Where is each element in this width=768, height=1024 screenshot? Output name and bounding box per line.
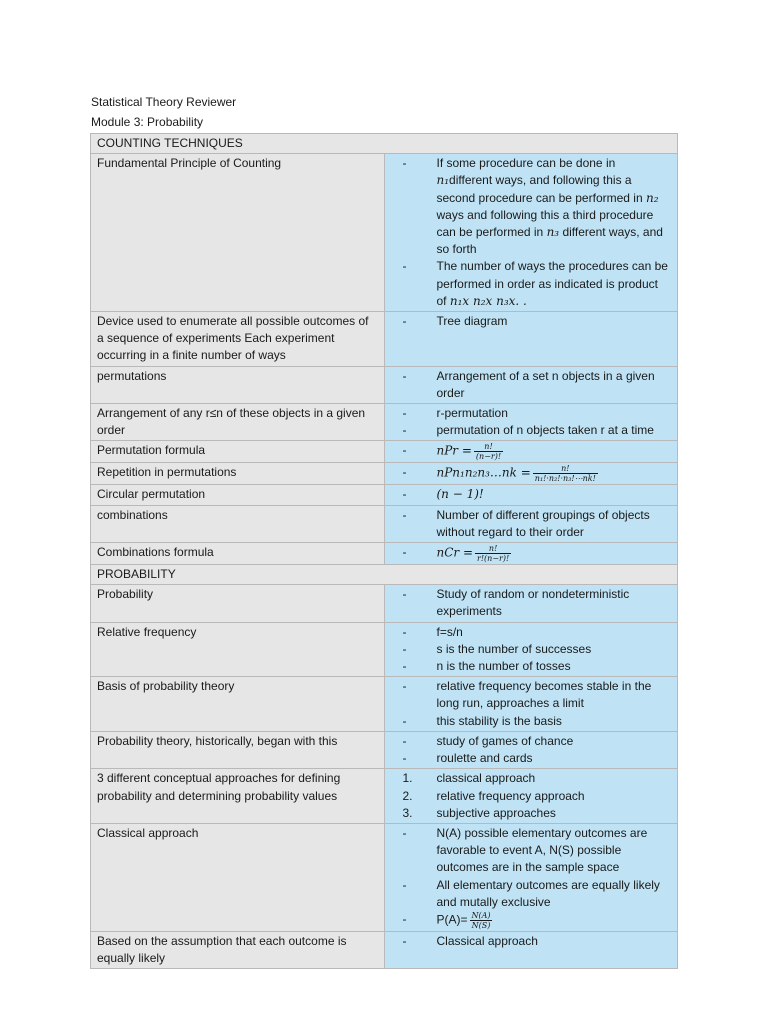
- combination-fraction: $\frac{n!}{r!(n-r)!}$: [477, 544, 510, 564]
- reviewer-table: [90, 133, 678, 969]
- table-row: [91, 312, 678, 367]
- list-item: 3. subjective approaches: [403, 805, 672, 822]
- list-item: - s is the number of successes: [403, 641, 672, 658]
- definition-cell: [384, 312, 678, 367]
- list-item: - f=s/n: [403, 624, 672, 641]
- bullet: -: [402, 156, 407, 171]
- math-n3: n₃: [546, 225, 560, 240]
- table-row: [91, 622, 678, 677]
- combination-formula-lhs: nCr =: [436, 545, 474, 560]
- definition-cell: [384, 585, 678, 622]
- bullet: -: [402, 587, 407, 602]
- permutation-fraction: $\frac{n!}{(n-r)!}$: [475, 442, 502, 462]
- bullet: -: [402, 423, 407, 438]
- document-title: Statistical Theory Reviewer: [91, 95, 237, 109]
- table-row: [91, 823, 678, 931]
- list-item: - this stability is the basis: [403, 713, 672, 730]
- definition-cell: [384, 154, 678, 312]
- bullet: -: [402, 465, 407, 480]
- list-item: - Arrangement of a set n objects in a given order: [403, 368, 672, 402]
- bullet: -: [402, 713, 407, 728]
- definition-cell: [384, 505, 678, 542]
- math-product: n₁x n₂x n₃x. .: [449, 293, 527, 308]
- list-item: - Classical approach: [403, 933, 672, 950]
- table-row: [91, 543, 678, 565]
- term-cell: permutations: [91, 366, 385, 403]
- definition-cell: [384, 677, 678, 732]
- table-row: [91, 154, 678, 312]
- list-item: - roulette and cards: [403, 750, 672, 767]
- definition-cell: [384, 731, 678, 768]
- bullet: -: [402, 679, 407, 694]
- list-item: 1. classical approach: [403, 770, 672, 787]
- math-n1: n₁: [436, 173, 450, 188]
- list-item: - Tree diagram: [403, 313, 672, 330]
- table-row: [91, 585, 678, 622]
- table-row: [91, 731, 678, 768]
- bullet: -: [402, 443, 407, 458]
- table-row: [91, 366, 678, 403]
- number-marker: 2.: [402, 788, 413, 803]
- bullet: -: [402, 751, 407, 766]
- list-item: [403, 911, 672, 930]
- classical-formula-lhs: P(A)=: [436, 912, 468, 927]
- definition-cell: [384, 463, 678, 485]
- list-item: - relative frequency becomes stable in the long run, approaches a limit: [403, 678, 672, 712]
- table-row: [91, 441, 678, 463]
- term-cell: Arrangement of any r≤n of these objects in a given order: [91, 404, 385, 441]
- list-item: [403, 442, 672, 461]
- table-row: [91, 505, 678, 542]
- term-cell: Circular permutation: [91, 485, 385, 505]
- term-cell: Relative frequency: [91, 622, 385, 677]
- definition-cell: [384, 366, 678, 403]
- number-marker: 3.: [402, 805, 413, 820]
- table-row: [91, 485, 678, 505]
- term-cell: combinations: [91, 505, 385, 542]
- bullet: -: [402, 545, 407, 560]
- section-heading-counting: COUNTING TECHNIQUES: [91, 134, 678, 154]
- term-cell: Fundamental Principle of Counting: [91, 154, 385, 312]
- definition-cell: [384, 441, 678, 463]
- list-item: - n is the number of tosses: [403, 658, 672, 675]
- table-row: [91, 404, 678, 441]
- list-item: [403, 464, 672, 483]
- section-row-probability: [91, 565, 678, 585]
- definition-cell: [384, 404, 678, 441]
- bullet: -: [402, 259, 407, 274]
- term-cell: Device used to enumerate all possible outcomes of a sequence of experiments Each experiment occurring in a finite number of ways: [91, 312, 385, 367]
- repetition-formula-lhs: nPn₁n₂n₃…nk =: [436, 466, 531, 481]
- list-item: - N(A) possible elementary outcomes are favorable to event A, N(S) possible outcomes are in the sample space: [403, 825, 672, 877]
- bullet: -: [402, 659, 407, 674]
- term-cell: Classical approach: [91, 823, 385, 931]
- section-row-counting: [91, 134, 678, 154]
- term-cell: 3 different conceptual approaches for defining probability and determining probability values: [91, 769, 385, 824]
- bullet: -: [402, 911, 407, 926]
- list-item: - Study of random or nondeterministic experiments: [403, 586, 672, 620]
- bullet: -: [402, 733, 407, 748]
- number-marker: 1.: [402, 771, 413, 786]
- table-row: [91, 677, 678, 732]
- bullet: -: [402, 641, 407, 656]
- term-cell: Basis of probability theory: [91, 677, 385, 732]
- section-heading-probability: PROBABILITY: [91, 565, 678, 585]
- term-cell: Permutation formula: [91, 441, 385, 463]
- permutation-formula-lhs: nPr =: [436, 444, 472, 459]
- list-item: - Number of different groupings of objects without regard to their order: [403, 507, 672, 541]
- list-item: - (n − 1)!: [403, 486, 672, 503]
- bullet: -: [402, 406, 407, 421]
- term-cell: Probability theory, historically, began with this: [91, 731, 385, 768]
- bullet: -: [402, 624, 407, 639]
- bullet: -: [402, 825, 407, 840]
- table-row: [91, 769, 678, 824]
- bullet: -: [402, 314, 407, 329]
- definition-cell: [384, 823, 678, 931]
- list-item: - The number of ways the procedures can be performed in order as indicated is product of n₁x n₂x n₃x. .: [403, 258, 672, 310]
- definition-cell: [384, 931, 678, 968]
- bullet: -: [402, 507, 407, 522]
- definition-cell: [384, 485, 678, 505]
- term-cell: Combinations formula: [91, 543, 385, 565]
- table-row: [91, 931, 678, 968]
- term-cell: Repetition in permutations: [91, 463, 385, 485]
- definition-cell: [384, 769, 678, 824]
- list-item: [403, 544, 672, 563]
- list-item: - If some procedure can be done in n₁different ways, and following this a second procedure can be performed in n₂ ways and following this a third procedure can be performed in n₃ different ways, and so forth: [403, 155, 672, 258]
- classical-fraction: $\frac{N(A)}{N(S)}$: [471, 910, 491, 930]
- math-n2: n₂: [645, 190, 659, 205]
- list-item: - r-permutation: [403, 405, 672, 422]
- definition-cell: [384, 543, 678, 565]
- term-cell: Based on the assumption that each outcome is equally likely: [91, 931, 385, 968]
- table-row: [91, 463, 678, 485]
- bullet: -: [402, 487, 407, 502]
- list-item: - All elementary outcomes are equally likely and mutally exclusive: [403, 877, 672, 911]
- document-subtitle: Module 3: Probability: [91, 115, 204, 129]
- definition-cell: [384, 622, 678, 677]
- list-item: 2. relative frequency approach: [403, 788, 672, 805]
- list-item: - permutation of n objects taken r at a time: [403, 422, 672, 439]
- term-cell: Probability: [91, 585, 385, 622]
- bullet: -: [402, 368, 407, 383]
- bullet: -: [402, 933, 407, 948]
- list-item: - study of games of chance: [403, 733, 672, 750]
- repetition-fraction: $\frac{n!}{\text{n₁!·n₂!·n₃!⋯nk!}}$: [534, 464, 596, 484]
- bullet: -: [402, 877, 407, 892]
